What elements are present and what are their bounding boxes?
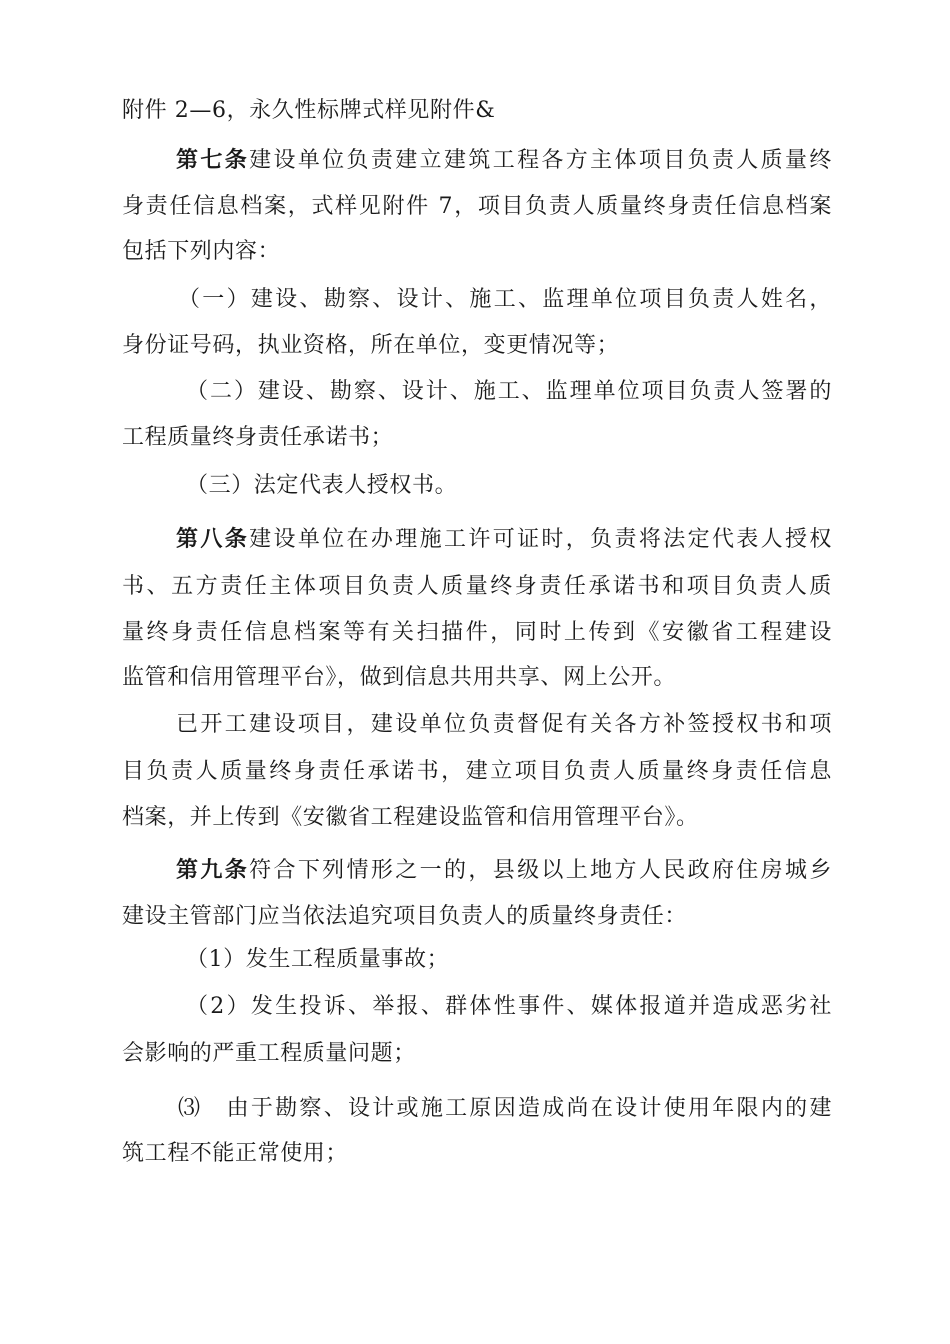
line-text: （二）建设、勘察、设计、施工、监理单位项目负责人签署的 — [186, 379, 832, 404]
item-2-line-1 — [186, 377, 832, 407]
line-text: 档案，并上传到《安徽省工程建设监管和信用管理平台》。 — [122, 805, 699, 830]
line-text: 筑工程不能正常使用； — [122, 1141, 349, 1166]
line-text: 已开工建设项目，建设单位负责督促有关各方补签授权书和项 — [176, 712, 832, 737]
line-text: （1）发生工程质量事故； — [186, 947, 450, 972]
item-1-line-1 — [178, 285, 832, 315]
article-8-line-1 — [176, 525, 832, 555]
article-9-line-2 — [122, 902, 832, 932]
article-7-line-2 — [122, 192, 832, 222]
line-text: 建设单位在办理施工许可证时，负责将法定代表人授权 — [249, 527, 832, 552]
line-text: 监管和信用管理平台》，做到信息共用共享、网上公开。 — [122, 665, 677, 690]
case-3-line-1 — [178, 1094, 832, 1124]
line-text: ⑶ 由于勘察、设计或施工原因造成尚在设计使用年限内的建 — [178, 1096, 832, 1121]
item-3-line-1 — [186, 471, 896, 501]
line-text: 建设主管部门应当依法追究项目负责人的质量终身责任： — [122, 904, 688, 929]
article-heading: 第九条 — [176, 858, 250, 883]
line-text: 工程质量终身责任承诺书； — [122, 425, 394, 450]
line-text: 附件 2—6，永久性标牌式样见附件& — [122, 98, 496, 123]
line-text: 身份证号码，执业资格，所在单位，变更情况等； — [122, 333, 620, 358]
article-7-line-3 — [122, 237, 832, 267]
case-2-line-2 — [122, 1039, 832, 1069]
article-8-line-4 — [122, 663, 832, 693]
case-3-line-2 — [122, 1139, 832, 1169]
line-text: 符合下列情形之一的，县级以上地方人民政府住房城乡 — [249, 858, 832, 883]
line-text: 建设单位负责建立建筑工程各方主体项目负责人质量终 — [249, 148, 832, 173]
line-text: （一）建设、勘察、设计、施工、监理单位项目负责人姓名， — [178, 287, 832, 312]
case-1-line — [186, 945, 896, 975]
article-9-line-1 — [176, 856, 832, 886]
paragraph-line-1 — [122, 96, 832, 126]
paragraph-started-line-1 — [176, 710, 832, 740]
article-7-line-1 — [176, 146, 832, 176]
line-text: 身责任信息档案，式样见附件 7，项目负责人质量终身责任信息档案 — [122, 194, 832, 219]
case-2-line-1 — [186, 992, 832, 1022]
item-1-line-2 — [122, 331, 832, 361]
line-text: （2）发生投诉、举报、群体性事件、媒体报道并造成恶劣社 — [186, 994, 832, 1019]
line-text: 书、五方责任主体项目负责人质量终身责任承诺书和项目负责人质 — [122, 574, 832, 599]
paragraph-started-line-3 — [122, 803, 832, 833]
paragraph-started-line-2 — [122, 757, 832, 787]
line-text: 会影响的严重工程质量问题； — [122, 1041, 416, 1066]
line-text: （三）法定代表人授权书。 — [186, 473, 458, 498]
line-text: 量终身责任信息档案等有关扫描件，同时上传到《安徽省工程建设 — [122, 620, 832, 645]
item-2-line-2 — [122, 423, 832, 453]
article-heading: 第八条 — [176, 527, 250, 552]
article-8-line-2 — [122, 572, 832, 602]
article-8-line-3 — [122, 618, 832, 648]
line-text: 目负责人质量终身责任承诺书，建立项目负责人质量终身责任信息 — [122, 759, 832, 784]
line-text: 包括下列内容： — [122, 239, 281, 264]
article-heading: 第七条 — [176, 148, 250, 173]
